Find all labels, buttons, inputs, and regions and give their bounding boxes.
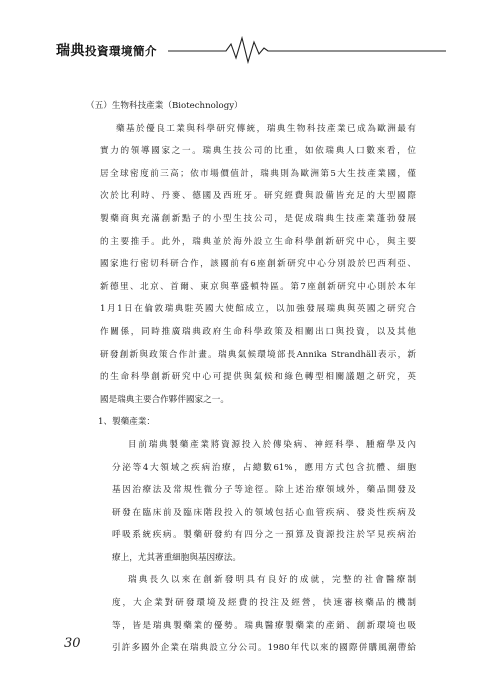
text-line: 引許多國外企業在瑞典設立分公司。1980年代以來的國際併購風潮帶給 [112,643,416,654]
text-line: 度，大企業對研發環境及經費的投注及經營，快速審核藥品的機制 [112,598,416,609]
text-line: 等，皆是瑞典製藥業的優勢。瑞典醫療製藥業的產銷、創新環境也吸 [112,620,416,631]
paragraph-pharma-fields [64,434,416,570]
text-line: 作關係，同時推廣瑞典政府生命科學政策及相關出口與投資，以及其他 [100,326,416,337]
section-heading: （五）生物科技產業（Biotechnology） [86,101,243,111]
header-title-rest: 投資環境簡介 [85,44,157,58]
text-line: 目前瑞典製藥產業將資源投入於傳染病、神經科學、腫瘤學及內 [128,439,416,450]
text-line: 研發創新與政策合作計畫。瑞典氣候環境部長Annika Strandhäll表示，新 [100,349,416,360]
paragraph-biotech-intro [64,118,416,412]
text-line: 研發在臨床前及臨床階段投入的領域包括心血管疾病、發炎性疾病及 [112,507,416,518]
text-line: 1月1日在倫敦瑞典駐英國大使館成立，以加強發展瑞典與英國之研究合 [100,304,416,315]
text-line: 呼吸系統疾病。製藥研發約有四分之一預算及資源投注於罕見疾病治 [112,530,416,541]
text-line: 製藥商與充滿創新點子的小型生技公司，是促成瑞典生技產業蓬勃發展 [100,213,416,224]
main-content [64,95,416,660]
sub-heading-pharma: 1、製藥產業： [98,417,156,428]
text-line: 新德里、北京、首爾、東京與華盛頓特區。第7座創新研究中心則於本年 [100,281,416,292]
text-line: 瑞典長久以來在創新發明具有良好的成就，完整的社會醫療制 [128,575,416,586]
header-title-big: 瑞典 [56,43,85,59]
header-title [56,40,157,60]
text-line: 居全球密度前三高；依市場價值計，瑞典則為歐洲第5大生技產業國，僅 [100,168,416,179]
paragraph-pharma-strengths [64,569,416,659]
text-line: 的主要推手。此外，瑞典並於海外設立生命科學創新研究中心，與主要 [100,236,416,247]
text-line: 的生命科學創新研究中心可提供與氣候和綠色轉型相關議題之研究，英 [100,372,416,383]
text-line: 實力的領導國家之一。瑞典生技公司的比重，如依瑞典人口數來看，位 [100,146,416,157]
text-line: 國家進行密切科研合作，該國前有6座創新研究中心分別設於巴西利亞、 [100,259,416,270]
page-header [56,34,446,64]
page-number: 30 [64,636,81,651]
text-line: 療上，尤其著重細胞與基因療法。 [112,552,241,563]
text-line: 基因治療法及常規性微分子等途徑。除上述治療領域外，藥品開發及 [112,485,416,496]
text-line: 分泌等4大領域之疾病治療，占總數61%，應用方式包含抗體、細胞 [112,462,416,473]
text-line: 國是瑞典主要合作夥伴國家之一。 [100,394,229,405]
text-line: 藥基於優良工業與科學研究傳統，瑞典生物科技產業已成為歐洲最有 [116,123,416,134]
text-line: 次於比利時、丹麥、德國及西班牙。研究經費與設備皆充足的大型國際 [100,191,416,202]
